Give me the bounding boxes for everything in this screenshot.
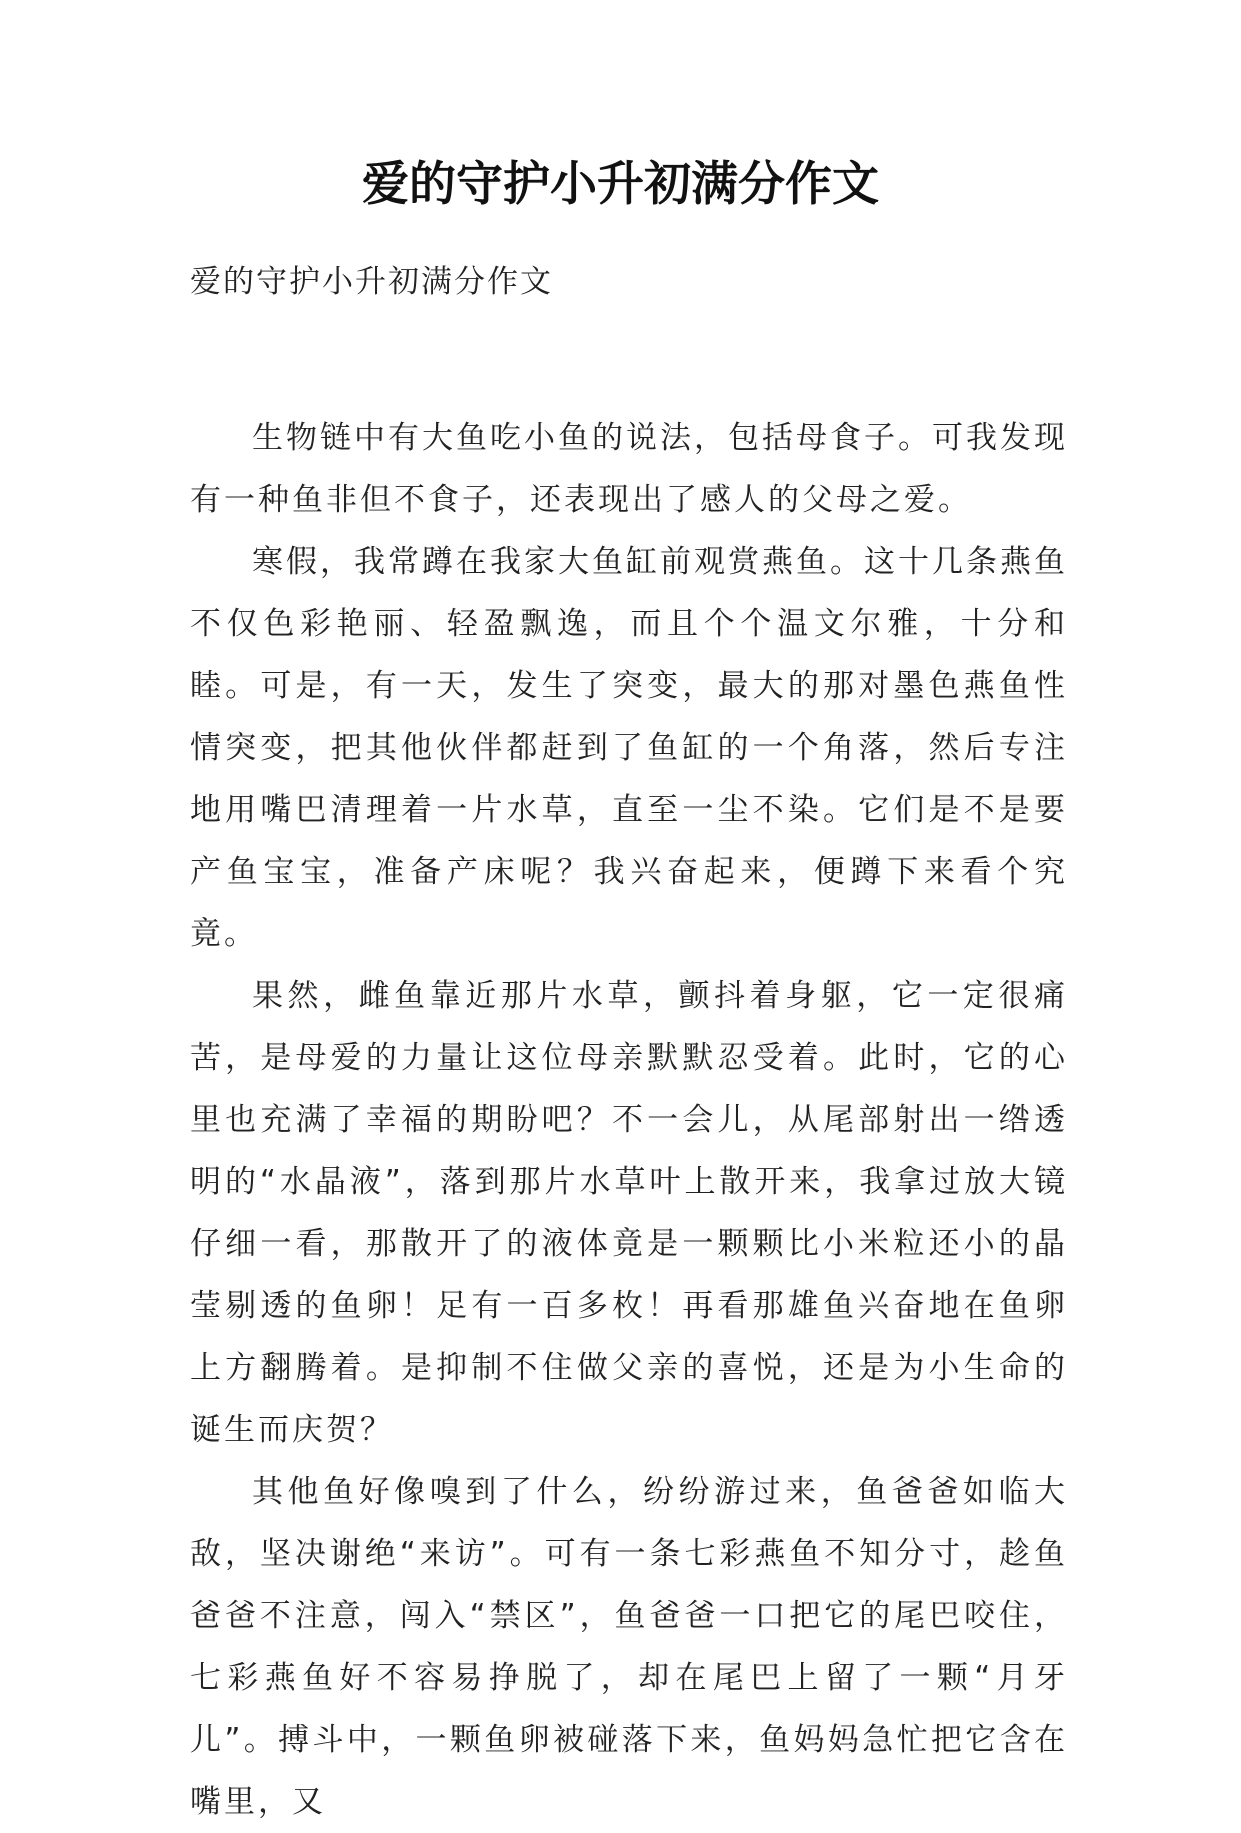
paragraph: 果然，雌鱼靠近那片水草，颤抖着身躯，它一定很痛苦，是母爱的力量让这位母亲默默忍受着。此时，它的心里也充满了幸福的期盼吧？不一会儿，从尾部射出一绺透明的“水晶液”，落到那片水草叶上散开来，我拿过放大镜仔细一看，那散开了的液体竟是一颗颗比小米粒还小的晶莹剔透的鱼卵！足有一百多枚！再看那雄鱼兴奋地在鱼卵上方翻腾着。是抑制不住做父亲的喜悦，还是为小生命的诞生而庆贺？ xyxy=(190,978,1068,1448)
document-title: 爱的守护小升初满分作文 xyxy=(362,157,879,212)
paragraph: 其他鱼好像嗅到了什么，纷纷游过来，鱼爸爸如临大敌，坚决谢绝“来访”。可有一条七彩燕鱼不知分寸，趁鱼爸爸不注意，闯入“禁区”，鱼爸爸一口把它的尾巴咬住，七彩燕鱼好不容易挣脱了，却在尾巴上留了一颗“月牙儿”。搏斗中，一颗鱼卵被碰落下来，鱼妈妈急忙把它含在嘴里，又 xyxy=(190,1474,1068,1820)
document-body xyxy=(190,407,1068,1833)
document-subtitle: 爱的守护小升初满分作文 xyxy=(190,264,553,300)
paragraph: 生物链中有大鱼吃小鱼的说法，包括母食子。可我发现有一种鱼非但不食子，还表现出了感人的父母之爱。 xyxy=(190,420,1068,518)
paragraph: 寒假，我常蹲在我家大鱼缸前观赏燕鱼。这十几条燕鱼不仅色彩艳丽、轻盈飘逸，而且个个温文尔雅，十分和睦。可是，有一天，发生了突变，最大的那对墨色燕鱼性情突变，把其他伙伴都赶到了鱼缸的一个角落，然后专注地用嘴巴清理着一片水草，直至一尘不染。它们是不是要产鱼宝宝，准备产床呢？我兴奋起来，便蹲下来看个究竟。 xyxy=(190,544,1068,952)
